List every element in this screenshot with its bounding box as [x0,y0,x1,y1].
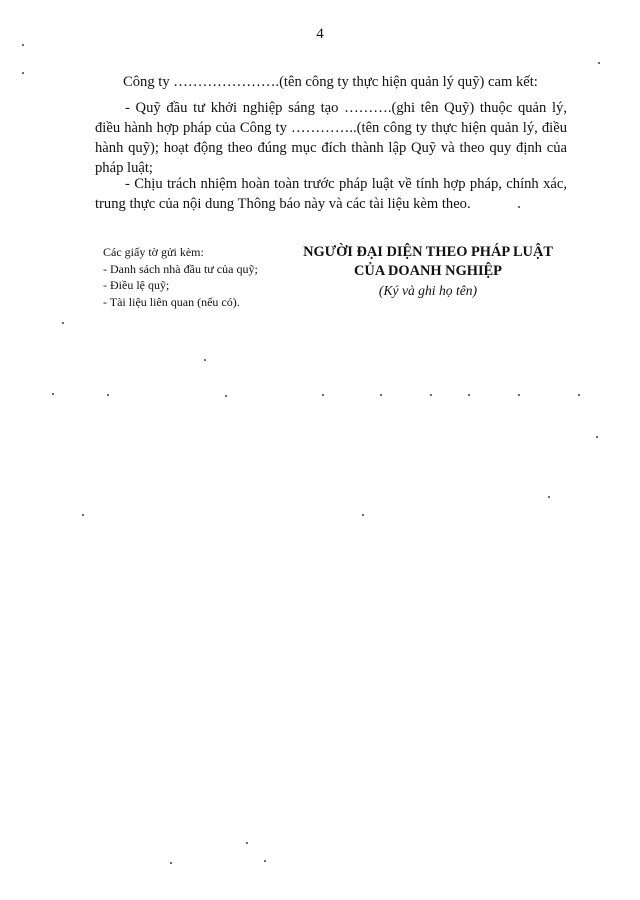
commitment-intro-text: Công ty ………………….(tên công ty thực hiện quản lý quỹ) cam kết: [123,74,538,90]
attachment-item: - Điều lệ quỹ; [103,278,170,292]
scan-speck [246,842,248,844]
scan-speck [596,436,598,438]
scan-speck [107,394,109,396]
scan-speck [578,394,580,396]
attachment-item: - Danh sách nhà đầu tư của quỹ; [103,261,258,276]
commitment-item-1: - Quỹ đầu tư khởi nghiệp sáng tạo ……….(ghi tên Quỹ) thuộc quản lý, điều hành hợp pháp của Công ty …………..(tên công ty thực hiện quản lý, điều hành quỹ); hoạt động theo đúng mục đích thành lập Quỹ và theo quy định của pháp luật; [95,100,567,176]
scan-speck [52,393,54,395]
scan-speck [468,394,470,396]
scan-speck [380,394,382,396]
scan-speck [82,514,84,516]
commitment-item-2: - Chịu trách nhiệm hoàn toàn trước pháp luật về tính hợp pháp, chính xác, trung thực của nội dung Thông báo này và các tài liệu kèm theo. [95,176,567,212]
attachments-list [103,244,303,310]
scan-speck [430,394,432,396]
scan-speck [264,860,266,862]
scan-speck [22,44,24,46]
scan-speck [518,394,520,396]
signature-title-line2: CỦA DOANH NGHIỆP [354,263,502,279]
commitment-intro [95,72,567,92]
signature-note: (Ký và ghi họ tên) [378,283,478,298]
signature-title-line1: NGƯỜI ĐẠI DIỆN THEO PHÁP LUẬT [303,244,553,260]
scan-speck [362,514,364,516]
attachments-heading: Các giấy tờ gửi kèm: [103,245,204,259]
scan-speck [22,72,24,74]
scan-speck [322,394,324,396]
scan-speck [62,322,64,324]
scan-speck [225,395,227,397]
scan-speck [598,62,600,64]
scan-speck [548,496,550,498]
scan-speck [170,862,172,864]
scan-speck [518,206,520,208]
scan-speck [204,359,206,361]
signature-block [288,243,568,299]
attachment-item: - Tài liệu liên quan (nếu có). [103,294,240,309]
page-number: 4 [316,26,324,42]
